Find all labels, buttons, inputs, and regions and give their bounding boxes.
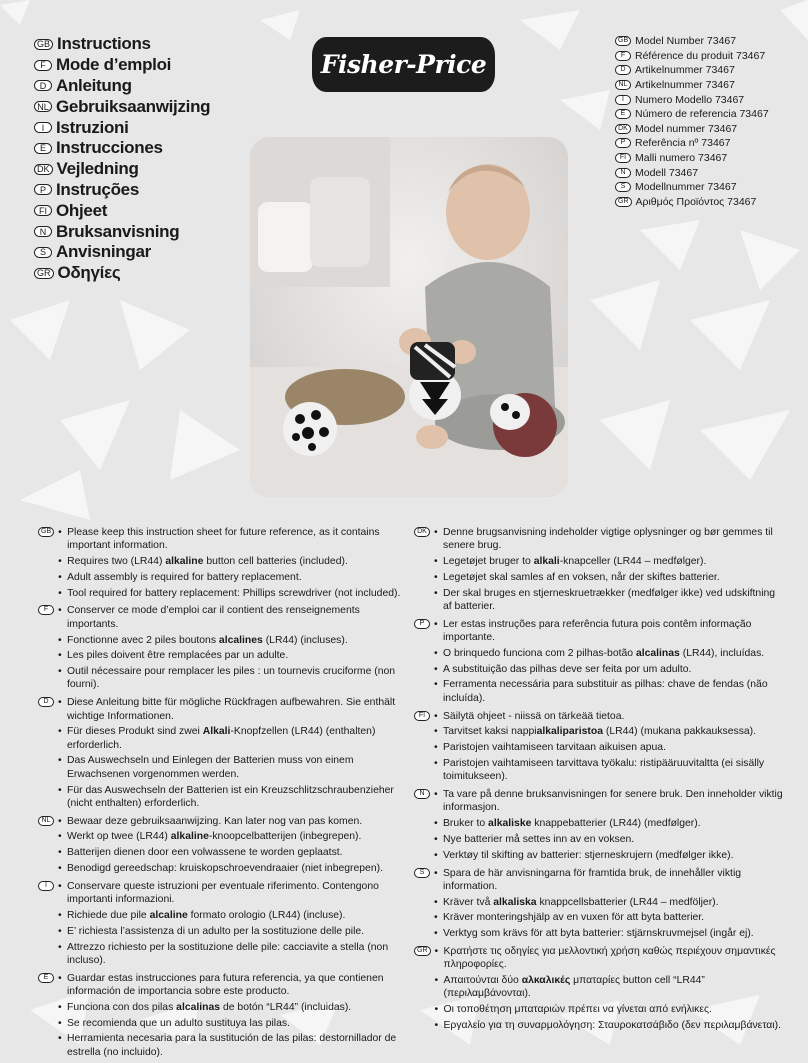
language-badge: P [34,184,52,195]
model-row [615,122,800,137]
instruction-item: • Guardar estas instrucciones para futura referencia, ya que contienen información de importancia sobre este producto. [58,972,403,999]
language-badge: F [615,51,631,61]
language-badge: P [414,619,430,629]
model-row [615,34,800,49]
title-text: Istruzioni [56,117,129,137]
instruction-item: • Ta vare på denne bruksanvisningen for senere bruk. Den inneholder viktig informasjon. [434,788,784,815]
instruction-item: • Bruker to alkaliske knappebatterier (LR44) (medfølger). [434,817,784,830]
product-photo [250,137,568,497]
title-row [34,96,254,117]
language-badge: DK [615,124,631,134]
instructions-right-column [414,526,784,1037]
language-badge: GR [414,946,431,956]
language-badge: E [34,143,52,154]
model-row [615,180,800,195]
model-text: Modell 73467 [635,166,699,179]
instruction-item: • Legetøjet skal samles af en voksen, når der skiftes batterier. [434,571,784,584]
model-text: Artikelnummer 73467 [635,64,735,77]
instruction-item: • Bewaar deze gebruiksaanwijzing. Kan later nog van pas komen. [58,815,403,828]
instruction-item: • Für das Auswechseln der Batterien ist ein Kreuzschlitzschraubenzieher (nicht enthalten) erforderlich. [58,784,403,811]
instruction-item: • Richiede due pile alcaline formato orologio (LR44) (incluse). [58,909,403,922]
instruction-item: • Fonctionne avec 2 piles boutons alcalines (LR44) (incluses). [58,634,403,647]
title-row [34,159,254,180]
instruction-item: • Das Auswechseln und Einlegen der Batterien muss von einem Erwachsenen vorgenommen werden. [58,754,403,781]
language-badge: F [34,60,52,71]
instruction-item: • O brinquedo funciona com 2 pilhas-botão alcalinas (LR44), incluídas. [434,647,784,660]
model-row [615,78,800,93]
instruction-item: • Tarvitset kaksi nappialkaliparistoa (LR44) (mukana pakkauksessa). [434,725,784,738]
model-row [615,49,800,64]
title-text: Instrucciones [56,138,163,158]
language-badge: E [615,109,631,119]
language-badge: DK [414,527,430,537]
instruction-item: • A substituição das pilhas deve ser feita por um adulto. [434,663,784,676]
model-row [615,107,800,122]
instruction-section [38,696,403,812]
instruction-item: • Verktyg som krävs för att byta batterier: stjärnskruvmejsel (ingår ej). [434,927,784,940]
instruction-item: • Requires two (LR44) alkaline button cell batteries (included). [58,555,403,568]
instruction-item: • Nye batterier må settes inn av en voksen. [434,833,784,846]
instruction-list [58,972,403,1062]
instruction-section [414,618,784,708]
language-badge: N [34,226,52,237]
instruction-list [434,618,784,708]
instruction-list [58,696,403,812]
title-text: Vejledning [56,159,139,179]
model-row [615,92,800,107]
model-text: Número de referencia 73467 [635,108,769,121]
model-text: Αριθμός Προϊόντος 73467 [635,195,757,208]
model-text: Artikelnummer 73467 [635,79,735,92]
model-text: Referência nº 73467 [635,137,731,150]
model-text: Model Number 73467 [635,35,737,48]
instruction-item: • Se recomienda que un adulto sustituya las pilas. [58,1017,403,1030]
title-text: Gebruiksaanwijzing [56,96,211,116]
language-badge: S [414,868,430,878]
instruction-item: • Werkt op twee (LR44) alkaline-knoopcelbatterijen (inbegrepen). [58,830,403,843]
language-badge: I [38,881,54,891]
title-text: Anleitung [56,75,132,95]
model-text: Numero Modello 73467 [635,93,745,106]
language-badge: D [615,65,631,75]
title-row [34,76,254,97]
language-badge: NL [34,101,52,112]
language-badge: FI [414,711,430,721]
instruction-list [434,526,784,616]
instruction-list [434,788,784,864]
language-badge: GB [615,36,631,46]
instruction-item: • Funciona con dos pilas alcalinas de botón “LR44” (incluidas). [58,1001,403,1014]
instruction-item: • Herramienta necesaria para la sustitución de las pilas: destornillador de estrella (no incluido). [58,1032,403,1059]
instruction-item: • Kräver monteringshjälp av en vuxen för att byta batterier. [434,911,784,924]
baby-with-toy-photo [250,137,568,497]
title-text: Ohjeet [56,200,108,220]
model-text: Model nummer 73467 [635,122,738,135]
title-row [34,55,254,76]
model-text: Référence du produit 73467 [635,49,766,62]
instruction-item: • Paristojen vaihtamiseen tarvittava työkalu: ristipääruuvitaltta (ei sisälly toimitukseen). [434,757,784,784]
language-badge: GR [34,268,54,279]
language-badge: I [615,95,631,105]
title-row [34,242,254,263]
language-badge: N [615,168,631,178]
title-row [34,117,254,138]
title-row [34,34,254,55]
model-row [615,195,800,210]
instruction-item: • Kräver två alkaliska knappcellsbatterier (LR44 – medföljer). [434,896,784,909]
instruction-section [38,972,403,1062]
title-row [34,138,254,159]
language-badge: NL [615,80,631,90]
instruction-list [58,526,403,602]
instruction-section [38,880,403,970]
language-badge: I [34,122,52,133]
language-badge: DK [34,164,53,175]
instruction-section [414,867,784,943]
title-text: Οδηγίες [57,263,121,283]
instruction-item: • Les piles doivent être remplacées par un adulte. [58,649,403,662]
instruction-item: • Legetøjet bruger to alkali-knapceller (LR44 – medfølger). [434,555,784,568]
model-row [615,151,800,166]
title-row [34,180,254,201]
title-text: Instructions [57,34,151,54]
fisher-price-logo [312,37,495,92]
instruction-item: • Conserver ce mode d’emploi car il contient des renseignements importants. [58,604,403,631]
language-badge: P [615,138,631,148]
instruction-item: • Outil nécessaire pour remplacer les piles : un tournevis cruciforme (non fourni). [58,665,403,692]
instructions-left-column [38,526,403,1063]
title-text: Instruções [56,179,139,199]
instruction-section [414,710,784,786]
logo-text: Fisher-Price [320,50,487,79]
language-badge: S [615,182,631,192]
instruction-item: • Adult assembly is required for battery replacement. [58,571,403,584]
instruction-item: • Conservare queste istruzioni per eventuale riferimento. Contengono importanti informazioni. [58,880,403,907]
instruction-item: • Ler estas instruções para referência futura pois contêm informação importante. [434,618,784,645]
title-list [34,34,254,284]
language-badge: GB [38,527,54,537]
language-badge: S [34,247,52,258]
model-text: Modellnummer 73467 [635,181,737,194]
instruction-item: • Säilytä ohjeet - niissä on tärkeää tietoa. [434,710,784,723]
model-text: Malli numero 73467 [635,152,728,165]
instruction-item: • Batterijen dienen door een volwassene te worden geplaatst. [58,846,403,859]
instruction-item: • Εργαλείο για τη συναρμολόγηση: Σταυροκατσάβιδο (δεν περιλαμβάνεται). [435,1019,785,1032]
instruction-section [414,526,784,616]
instruction-item: • Ferramenta necessária para substituir as pilhas: chave de fendas (não incluída). [434,678,784,705]
language-badge: F [38,605,54,615]
instruction-list [435,945,785,1035]
instruction-item: • Spara de här anvisningarna för framtida bruk, de innehåller viktig information. [434,867,784,894]
title-row [34,200,254,221]
instruction-item: • Für dieses Produkt sind zwei Alkali-Knopfzellen (LR44) (enthalten) erforderlich. [58,725,403,752]
language-badge: E [38,973,54,983]
model-row [615,63,800,78]
title-row [34,221,254,242]
language-badge: FI [615,153,631,163]
model-row [615,165,800,180]
instruction-item: • Απαιτούνται δύο αλκαλικές μπαταρίες button cell “LR44” (περιλαμβάνονται). [435,974,785,1001]
instruction-item: • Denne brugsanvisning indeholder vigtige oplysninger og bør gemmes til senere brug. [434,526,784,553]
model-row [615,136,800,151]
title-text: Bruksanvisning [56,221,180,241]
instruction-section [38,526,403,602]
instruction-item: • Tool required for battery replacement: Phillips screwdriver (not included). [58,587,403,600]
model-number-list [615,34,800,209]
instruction-item: • Paristojen vaihtamiseen tarvitaan aikuisen apua. [434,741,784,754]
instruction-item: • Please keep this instruction sheet for future reference, as it contains important information. [58,526,403,553]
instruction-item: • Benodigd gereedschap: kruiskopschroevendraaier (niet inbegrepen). [58,862,403,875]
instruction-item: • Κρατήστε τις οδηγίες για μελλοντική χρήση καθώς περιέχουν σημαντικές πληροφορίες. [435,945,785,972]
title-text: Anvisningar [56,242,151,262]
instruction-item: • Der skal bruges en stjerneskruetrækker (medfølger ikke) ved udskiftning af batterier. [434,587,784,614]
instruction-item: • Οι τοποθέτηση μπαταριών πρέπει να γίνεται από ενήλικες. [435,1003,785,1016]
title-text: Mode d’emploi [56,55,172,75]
instruction-list [58,815,403,878]
instruction-item: • Attrezzo richiesto per la sostituzione delle pile: cacciavite a stella (non incluso). [58,941,403,968]
language-badge: GB [34,39,53,50]
instruction-section [38,815,403,878]
instruction-list [434,710,784,786]
instruction-section [414,788,784,864]
instruction-list [58,604,403,694]
title-row [34,263,254,284]
language-badge: N [414,789,430,799]
language-badge: D [34,80,52,91]
instruction-section [38,604,403,694]
language-badge: D [38,697,54,707]
instruction-item: • Verktøy til skifting av batterier: stjerneskrujern (medfølger ikke). [434,849,784,862]
instruction-item: • E’ richiesta l’assistenza di un adulto per la sostituzione delle pile. [58,925,403,938]
language-badge: FI [34,205,52,216]
language-badge: GR [615,197,632,207]
instruction-list [58,880,403,970]
instruction-section [414,945,784,1035]
language-badge: NL [38,816,54,826]
instruction-list [434,867,784,943]
instruction-item: • Diese Anleitung bitte für mögliche Rückfragen aufbewahren. Sie enthält wichtige Informationen. [58,696,403,723]
